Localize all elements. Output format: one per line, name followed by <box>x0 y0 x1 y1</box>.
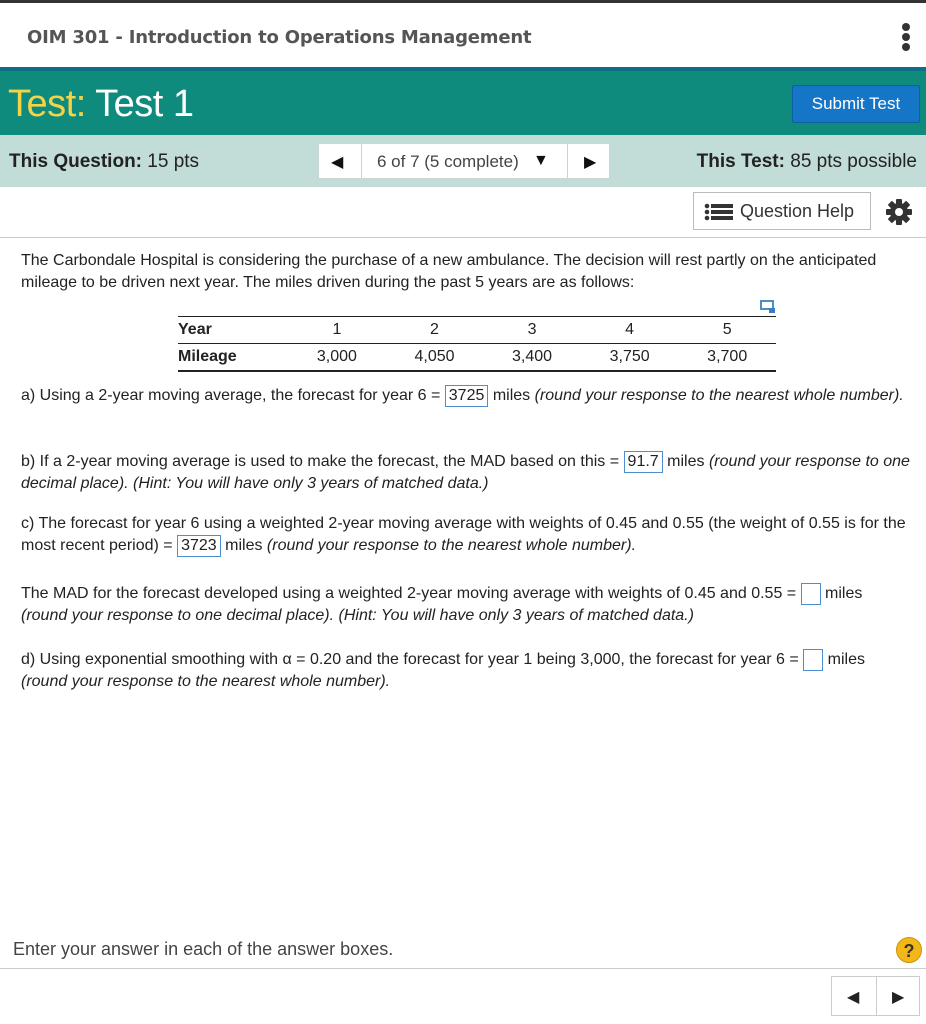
table-cell: 3,400 <box>483 344 581 372</box>
table-cell: 4 <box>581 317 679 344</box>
table-cell: 3,750 <box>581 344 679 372</box>
kebab-menu-icon[interactable] <box>901 23 911 51</box>
question-help-label: Question Help <box>740 201 855 221</box>
course-title: OIM 301 - Introduction to Operations Management <box>27 27 532 48</box>
this-test-points: This Test: 85 pts possible <box>696 151 917 172</box>
course-header <box>0 3 926 67</box>
problem-intro: The Carbondale Hospital is considering the purchase of a new ambulance. The decision will rest partly on the anticipated mileage to be driven next year. The miles driven during the past 5 years are as follows: <box>21 252 877 291</box>
row-header: Year <box>178 317 288 344</box>
table-cell: 5 <box>678 317 776 344</box>
question-b: b) If a 2-year moving average is used to make the forecast, the MAD based on this = 91.7 miles (round your response to one decimal place). (Hint: You will have only 3 years of matched data.) <box>21 453 910 492</box>
answer-box-c[interactable]: 3723 <box>177 535 221 557</box>
question-c: c) The forecast for year 6 using a weighted 2-year moving average with weights of 0.45 and 0.55 (the weight of 0.55 is for the most recent period) = 3723 miles (round your response to the nearest whole number). <box>21 513 911 557</box>
bottom-navigator <box>831 976 920 1016</box>
test-title <box>8 83 194 126</box>
table-cell: 3,700 <box>678 344 776 372</box>
gear-icon[interactable] <box>884 197 914 227</box>
previous-question-icon[interactable]: ◀ <box>847 989 860 1006</box>
previous-question-icon[interactable]: ◀ <box>331 154 344 171</box>
submit-test-button[interactable]: Submit Test <box>792 85 920 123</box>
table-cell: 3 <box>483 317 581 344</box>
copy-table-icon[interactable] <box>760 300 776 314</box>
table-row-year <box>178 317 776 344</box>
list-icon <box>704 203 734 221</box>
answer-box-b[interactable]: 91.7 <box>624 451 663 473</box>
question-help-button[interactable] <box>693 192 871 230</box>
dropdown-caret-icon[interactable]: ▼ <box>533 152 549 169</box>
test-label: Test: <box>8 83 86 125</box>
answer-box-d[interactable] <box>803 649 823 671</box>
help-icon[interactable]: ? <box>896 937 922 963</box>
this-question-points: This Question: 15 pts <box>9 151 200 172</box>
footer-divider <box>0 968 926 969</box>
question-content <box>21 250 911 691</box>
question-c-mad: The MAD for the forecast developed using a weighted 2-year moving average with weights of 0.45 and 0.55 = miles (round your response to one decimal place). (Hint: You will have only 3 years of matched data.) <box>21 583 911 627</box>
table-cell: 1 <box>288 317 386 344</box>
question-a: a) Using a 2-year moving average, the forecast for year 6 = 3725 miles (round your response to the nearest whole number). <box>21 385 911 407</box>
test-bar <box>0 67 926 135</box>
help-toolbar <box>0 187 926 238</box>
table-cell: 4,050 <box>386 344 484 372</box>
question-d: d) Using exponential smoothing with α = 0.20 and the forecast for year 1 being 3,000, the forecast for year 6 = miles (round your response to the nearest whole number). <box>21 649 911 693</box>
table-cell: 3,000 <box>288 344 386 372</box>
test-name: Test 1 <box>95 83 194 125</box>
question-position-dropdown[interactable]: 6 of 7 (5 complete) <box>377 152 519 171</box>
row-header: Mileage <box>178 344 288 372</box>
footer-instruction: Enter your answer in each of the answer boxes. <box>13 939 394 959</box>
answer-box-c-mad[interactable] <box>801 583 821 605</box>
question-navigator <box>318 143 610 179</box>
next-question-icon[interactable]: ▶ <box>892 989 905 1006</box>
mileage-table <box>178 316 776 372</box>
answer-box-a[interactable]: 3725 <box>445 385 489 407</box>
next-question-icon[interactable]: ▶ <box>584 154 597 171</box>
table-cell: 2 <box>386 317 484 344</box>
question-bar <box>0 135 926 187</box>
table-row-mileage <box>178 344 776 372</box>
